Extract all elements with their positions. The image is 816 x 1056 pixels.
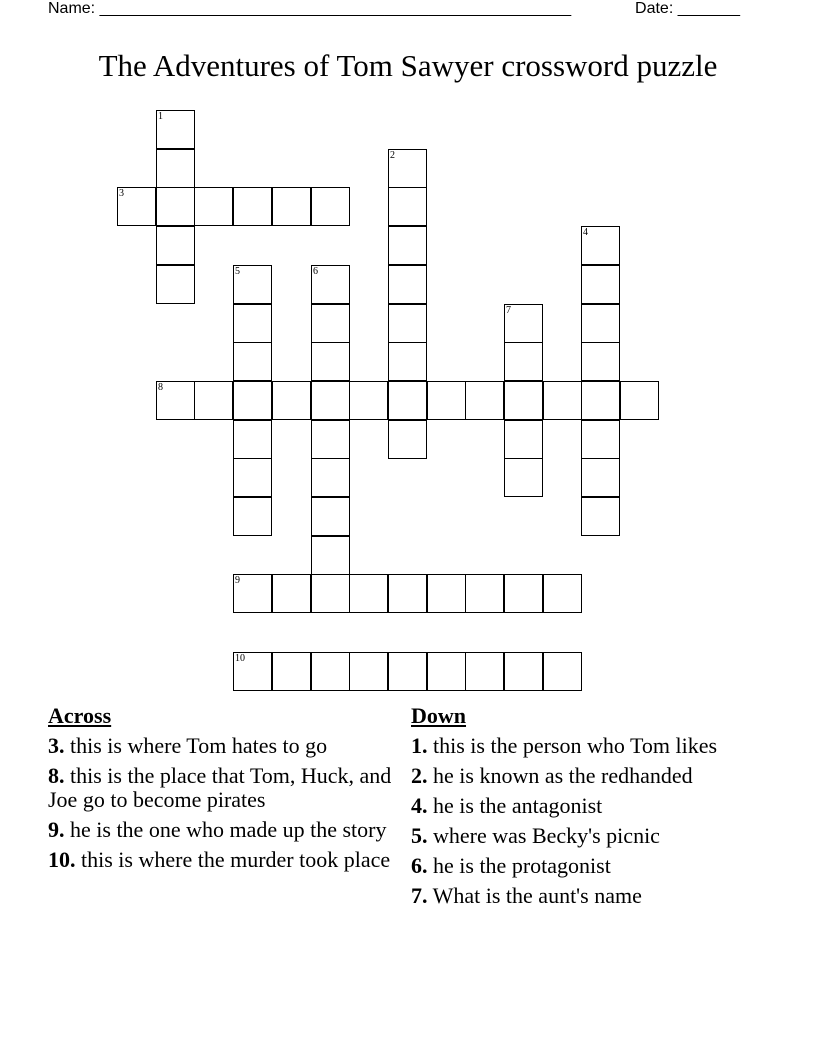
crossword-cell[interactable] bbox=[156, 226, 195, 265]
clue-number-label: 10 bbox=[235, 653, 245, 664]
clue-number-label: 6 bbox=[313, 266, 318, 277]
clue-item bbox=[411, 824, 751, 848]
clue-item bbox=[48, 848, 408, 872]
crossword-cell[interactable] bbox=[233, 497, 272, 536]
crossword-cell[interactable] bbox=[311, 304, 350, 343]
crossword-cell[interactable] bbox=[349, 574, 388, 613]
date-field-label: Date: _______ bbox=[635, 0, 740, 17]
clue-text: he is the one who made up the story bbox=[70, 817, 387, 842]
crossword-cell[interactable] bbox=[349, 652, 388, 691]
crossword-cell[interactable] bbox=[543, 381, 582, 420]
crossword-cell[interactable] bbox=[581, 381, 620, 420]
crossword-cell[interactable] bbox=[311, 652, 350, 691]
crossword-cell[interactable] bbox=[311, 420, 350, 459]
crossword-cell[interactable] bbox=[311, 497, 350, 536]
crossword-cell[interactable] bbox=[581, 342, 620, 381]
clue-item bbox=[48, 764, 408, 812]
crossword-cell[interactable] bbox=[465, 574, 504, 613]
crossword-cell[interactable] bbox=[233, 652, 272, 691]
crossword-cell[interactable] bbox=[465, 652, 504, 691]
clue-number-label: 7 bbox=[506, 305, 511, 316]
clue-number-label: 3 bbox=[119, 188, 124, 199]
crossword-cell[interactable] bbox=[233, 574, 272, 613]
crossword-cell[interactable] bbox=[543, 652, 582, 691]
clue-number-label: 4 bbox=[583, 227, 588, 238]
crossword-cell[interactable] bbox=[388, 149, 427, 188]
crossword-cell[interactable] bbox=[581, 265, 620, 304]
clue-item bbox=[411, 794, 751, 818]
clue-number: 1. bbox=[411, 733, 428, 758]
clue-item bbox=[411, 884, 751, 908]
clue-number: 4. bbox=[411, 793, 428, 818]
clue-text: What is the aunt's name bbox=[432, 883, 642, 908]
crossword-cell[interactable] bbox=[311, 187, 350, 226]
crossword-cell[interactable] bbox=[581, 226, 620, 265]
clue-item bbox=[411, 764, 751, 788]
crossword-cell[interactable] bbox=[233, 381, 272, 420]
clue-number: 6. bbox=[411, 853, 428, 878]
crossword-cell[interactable] bbox=[504, 574, 543, 613]
down-heading: Down bbox=[411, 703, 467, 728]
crossword-cell[interactable] bbox=[233, 187, 272, 226]
crossword-cell[interactable] bbox=[272, 652, 311, 691]
crossword-cell[interactable] bbox=[388, 420, 427, 459]
across-clues bbox=[48, 703, 408, 878]
crossword-cell[interactable] bbox=[388, 265, 427, 304]
across-heading: Across bbox=[48, 703, 112, 728]
crossword-cell[interactable] bbox=[311, 536, 350, 575]
clue-text: he is the protagonist bbox=[433, 853, 611, 878]
crossword-cell[interactable] bbox=[156, 265, 195, 304]
clue-text: where was Becky's picnic bbox=[433, 823, 660, 848]
crossword-cell[interactable] bbox=[543, 574, 582, 613]
crossword-cell[interactable] bbox=[311, 458, 350, 497]
crossword-cell[interactable] bbox=[311, 265, 350, 304]
crossword-cell[interactable] bbox=[427, 652, 466, 691]
clue-text: he is the antagonist bbox=[433, 793, 603, 818]
name-field-label: Name: _____________________________________________________ bbox=[48, 0, 572, 17]
crossword-cell[interactable] bbox=[388, 226, 427, 265]
crossword-cell[interactable] bbox=[581, 304, 620, 343]
crossword-cell[interactable] bbox=[388, 652, 427, 691]
crossword-cell[interactable] bbox=[388, 187, 427, 226]
clue-item bbox=[48, 734, 408, 758]
crossword-cell[interactable] bbox=[272, 574, 311, 613]
crossword-cell[interactable] bbox=[156, 110, 195, 149]
crossword-cell[interactable] bbox=[581, 458, 620, 497]
clue-number: 3. bbox=[48, 733, 65, 758]
crossword-cell[interactable] bbox=[504, 652, 543, 691]
crossword-cell[interactable] bbox=[427, 381, 466, 420]
clue-number-label: 8 bbox=[158, 382, 163, 393]
crossword-cell[interactable] bbox=[194, 187, 233, 226]
clue-number: 9. bbox=[48, 817, 65, 842]
clue-number: 8. bbox=[48, 763, 65, 788]
crossword-cell[interactable] bbox=[233, 265, 272, 304]
crossword-cell[interactable] bbox=[311, 342, 350, 381]
crossword-cell[interactable] bbox=[504, 304, 543, 343]
crossword-cell[interactable] bbox=[156, 187, 195, 226]
crossword-cell[interactable] bbox=[388, 381, 427, 420]
crossword-cell[interactable] bbox=[156, 149, 195, 188]
crossword-cell[interactable] bbox=[272, 381, 311, 420]
crossword-cell[interactable] bbox=[233, 420, 272, 459]
crossword-cell[interactable] bbox=[388, 574, 427, 613]
clue-text: this is where the murder took place bbox=[81, 847, 391, 872]
crossword-cell[interactable] bbox=[194, 381, 233, 420]
crossword-cell[interactable] bbox=[504, 420, 543, 459]
down-clues bbox=[411, 703, 751, 914]
page-title: The Adventures of Tom Sawyer crossword puzzle bbox=[98, 48, 718, 83]
clue-item bbox=[48, 818, 408, 842]
crossword-cell[interactable] bbox=[233, 458, 272, 497]
crossword-cell[interactable] bbox=[233, 304, 272, 343]
crossword-cell[interactable] bbox=[349, 381, 388, 420]
crossword-cell[interactable] bbox=[581, 497, 620, 536]
crossword-cell[interactable] bbox=[117, 187, 156, 226]
crossword-cell[interactable] bbox=[620, 381, 659, 420]
clue-text: this is the person who Tom likes bbox=[433, 733, 718, 758]
crossword-cell[interactable] bbox=[388, 304, 427, 343]
clue-number-label: 2 bbox=[390, 150, 395, 161]
clue-text: this is where Tom hates to go bbox=[70, 733, 328, 758]
clue-number: 7. bbox=[411, 883, 428, 908]
clue-text: he is known as the redhanded bbox=[433, 763, 693, 788]
clue-text: this is the place that Tom, Huck, and Joe go to become pirates bbox=[48, 763, 392, 812]
crossword-cell[interactable] bbox=[388, 342, 427, 381]
crossword-cell[interactable] bbox=[272, 187, 311, 226]
clue-number-label: 5 bbox=[235, 266, 240, 277]
crossword-cell[interactable] bbox=[465, 381, 504, 420]
crossword-cell[interactable] bbox=[504, 381, 543, 420]
crossword-cell[interactable] bbox=[311, 381, 350, 420]
crossword-cell[interactable] bbox=[504, 342, 543, 381]
crossword-cell[interactable] bbox=[233, 342, 272, 381]
crossword-cell[interactable] bbox=[156, 381, 195, 420]
clue-item bbox=[411, 854, 751, 878]
clue-number: 10. bbox=[48, 847, 76, 872]
crossword-cell[interactable] bbox=[427, 574, 466, 613]
clue-item bbox=[411, 734, 751, 758]
clue-number: 5. bbox=[411, 823, 428, 848]
crossword-cell[interactable] bbox=[581, 420, 620, 459]
clue-number-label: 9 bbox=[235, 575, 240, 586]
clue-number-label: 1 bbox=[158, 111, 163, 122]
crossword-cell[interactable] bbox=[311, 574, 350, 613]
crossword-cell[interactable] bbox=[504, 458, 543, 497]
clue-number: 2. bbox=[411, 763, 428, 788]
